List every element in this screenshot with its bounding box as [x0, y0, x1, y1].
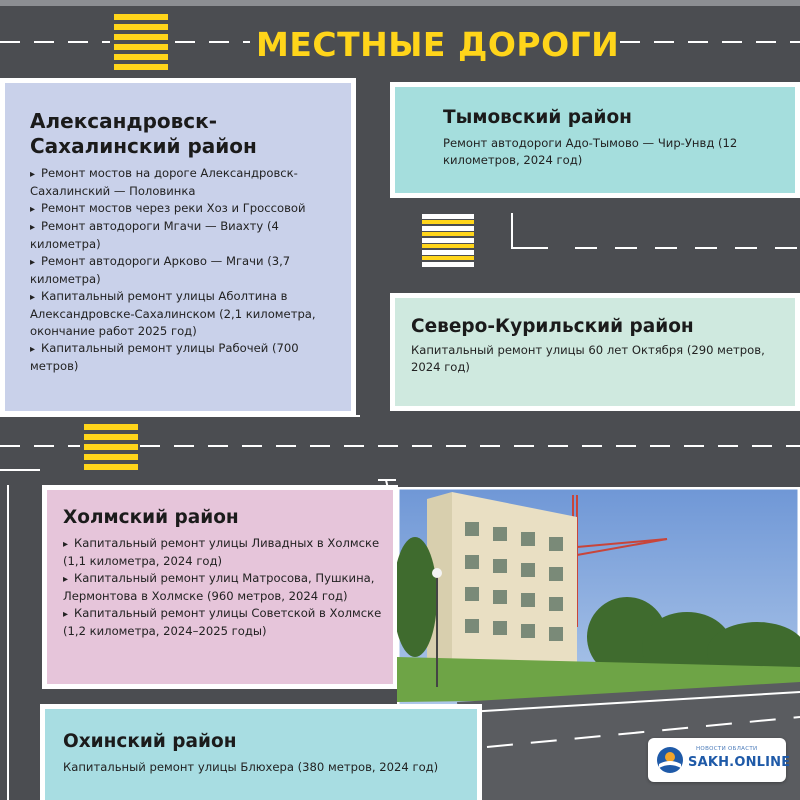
card-tymovsk-district: [390, 82, 800, 198]
sakh-online-logo: [648, 738, 791, 782]
logo-icon: [656, 746, 684, 774]
list-item: ▸ Капитальный ремонт улицы Рабочей (700 метров): [30, 340, 341, 375]
district-title: Александровск-Сахалинский район: [30, 109, 257, 158]
district-title: Северо-Курильский район: [411, 316, 694, 337]
list-item: ▸ Капитальный ремонт улицы Советской в Холмске (1,2 километра, 2024–2025 годы): [63, 605, 385, 640]
district-description: Ремонт автодороги Адо-Тымово — Чир-Унвд (12 километров, 2024 год): [443, 136, 738, 167]
card-okha-district: [40, 704, 482, 800]
page-title: МЕСТНЫЕ ДОРОГИ: [256, 25, 620, 64]
district-description: Капитальный ремонт улицы Блюхера (380 метров, 2024 год): [63, 760, 439, 774]
card-alexandrovsk-district: [0, 78, 356, 416]
list-item: ▸ Ремонт мостов через реки Хоз и Гроссовой: [30, 200, 341, 218]
logo-tagline: НОВОСТИ ОБЛАСТИ: [696, 746, 758, 752]
district-title: Охинский район: [63, 731, 237, 752]
card-kholmsk-district: [42, 485, 398, 689]
list-item: ▸ Капитальный ремонт улицы Аболтина в Александровске-Сахалинском (2,1 километра, окончание работ 2025 год): [30, 288, 341, 340]
district-title: Холмский район: [63, 507, 239, 528]
list-item: ▸ Ремонт автодороги Арково — Мгачи (3,7 километра): [30, 253, 341, 288]
card-severo-kurilsk-district: [390, 293, 800, 411]
list-item: ▸ Ремонт автодороги Мгачи — Виахту (4 километра): [30, 218, 341, 253]
district-title: Тымовский район: [443, 107, 632, 128]
logo-name: SAKH.ONLINE: [688, 755, 791, 770]
district-description: Капитальный ремонт улицы 60 лет Октября (290 метров, 2024 год): [411, 343, 765, 374]
list-item: ▸ Капитальный ремонт улиц Матросова, Пушкина, Лермонтова в Холмске (960 метров, 2024 год): [63, 570, 385, 605]
list-item: ▸ Ремонт мостов на дороге Александровск-Сахалинский — Половинка: [30, 165, 341, 200]
list-item: ▸ Капитальный ремонт улицы Ливадных в Холмске (1,1 километра, 2024 год): [63, 535, 385, 570]
